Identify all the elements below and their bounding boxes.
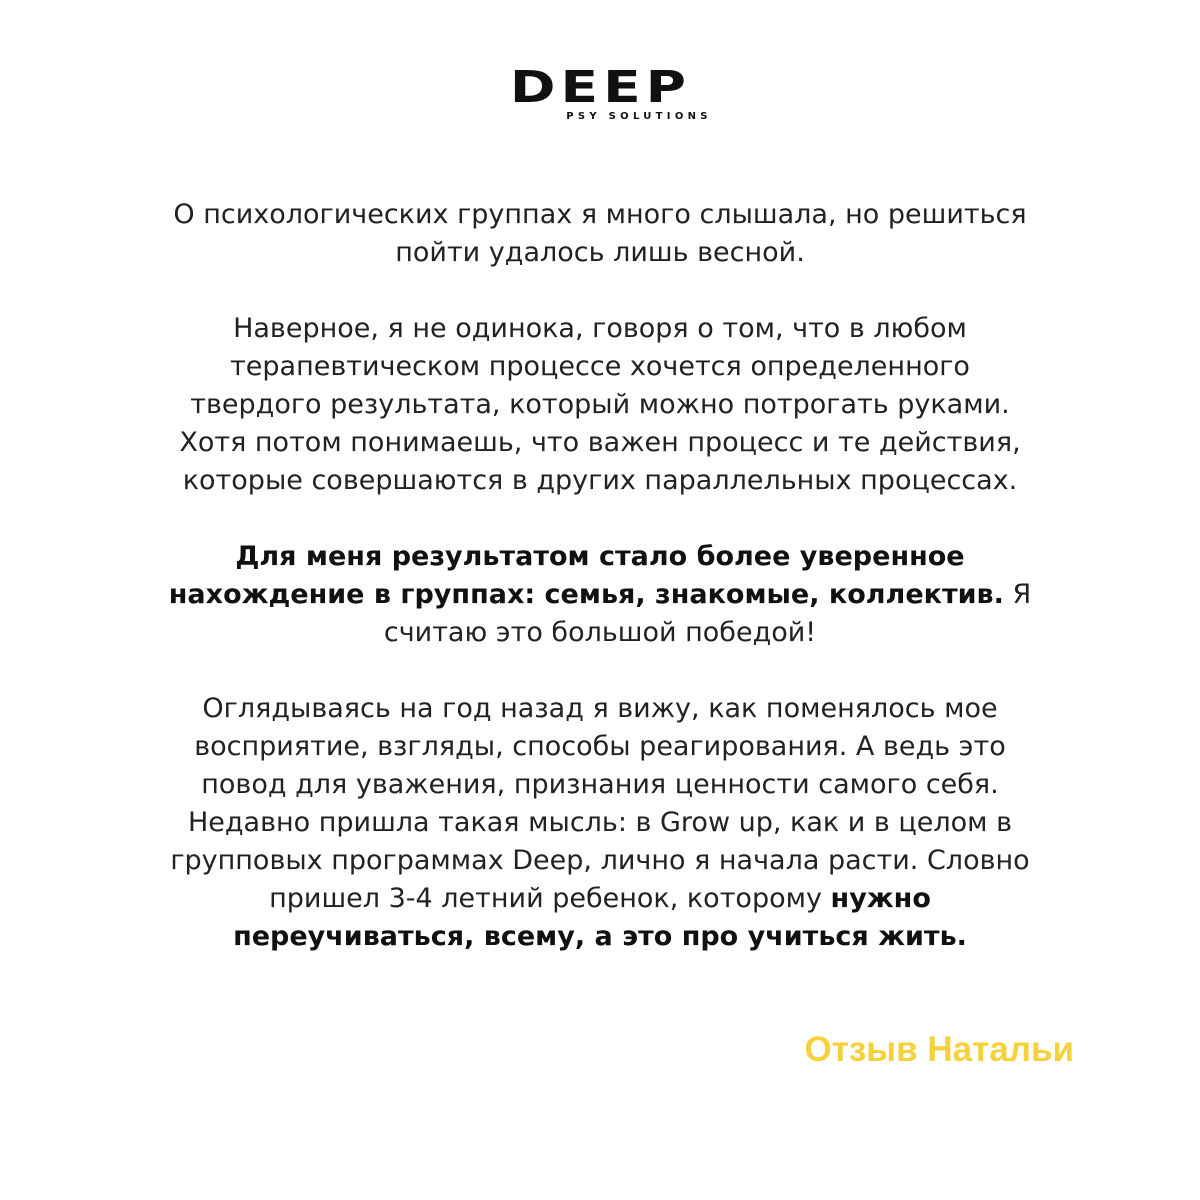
text-line: твердого результата, который можно потрогать руками. [190,389,1010,420]
text-line: которые совершаются в других параллельных процессах. [182,465,1018,496]
text-fragment: Я [1003,579,1032,610]
logo-subtitle: PSY SOLUTIONS [566,111,712,122]
highlight-text: нужно [830,883,931,914]
text-line: групповых программах Deep, лично я начала расти. Словно [170,845,1030,876]
text-line: Недавно пришла такая мысль: в Grow up, как и в целом в [187,807,1013,838]
text-line: Наверное, я не одинока, говоря о том, что в любом [233,313,967,344]
paragraph-3 [100,538,1100,652]
brand-logo [0,62,1200,122]
text-line: Хотя потом понимаешь, что важен процесс и те действия, [179,427,1021,458]
review-signature: Отзыв Натальи [804,1030,1074,1069]
paragraph-2 [100,310,1100,500]
text-line: О психологических группах я много слышала, но решиться [173,199,1027,230]
highlight-text: Для меня результатом стало более уверенное [235,541,965,572]
text-fragment: пришел 3-4 летний ребенок, которому [269,883,831,914]
highlight-text: нахождение в группах: семья, знакомые, коллектив. [168,579,1004,610]
text-line: пойти удалось лишь весной. [395,237,805,268]
review-text [100,196,1100,994]
logo-wordmark: DEEP [509,62,691,113]
text-line: считаю это большой победой! [383,617,817,648]
text-line: восприятие, взгляды, способы реагирования. А ведь это [194,731,1006,762]
text-line: терапевтическом процессе хочется определенного [230,351,970,382]
text-line: повод для уважения, признания ценности самого себя. [201,769,999,800]
paragraph-1 [100,196,1100,272]
highlight-text: переучиваться, всему, а это про учиться жить. [233,921,967,952]
text-line: Оглядываясь на год назад я вижу, как поменялось мое [202,693,998,724]
paragraph-4 [100,690,1100,956]
